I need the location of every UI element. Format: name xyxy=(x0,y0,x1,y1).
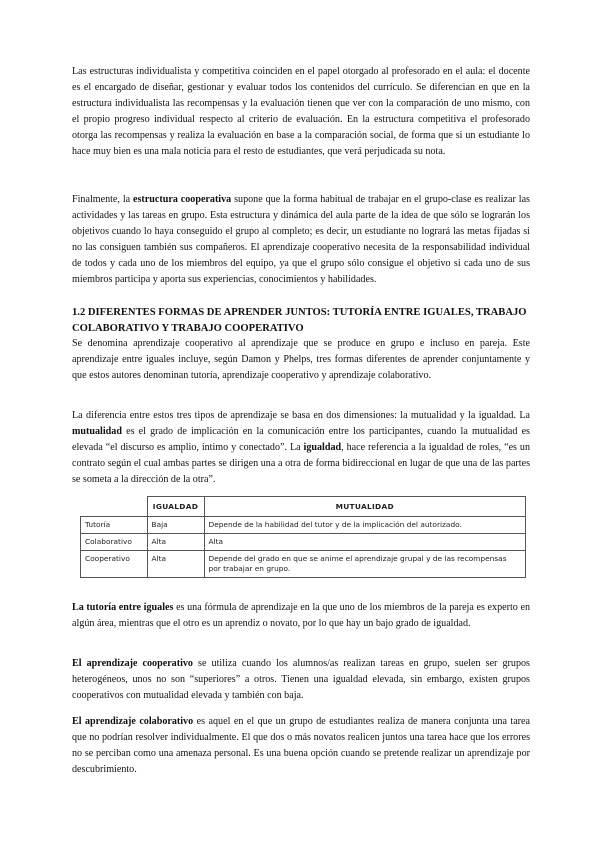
table-cell-type: Cooperativo xyxy=(81,551,148,578)
table-row xyxy=(81,517,526,534)
table-row xyxy=(81,551,526,578)
table-cell-type: Tutoría xyxy=(81,517,148,534)
text-run: supone que la forma habitual de trabajar en el grupo-clase es realizar las actividades y las tareas en grupo. Esta estructura y dinámica del aula parte de la idea de que sólo se lograrán los objetivos cuando lo haya conseguido el grupo al completo; es decir, un estudiante no logrará las metas fijadas si no las consiguen también sus compañeros. El aprendizaje cooperativo necesita de la responsabilidad individual de todos y cada uno de los miembros del equipo, ya que el grupo sólo consigue el objetivo si cada uno de sus miembros participa y aporta sus experiencias, conocimientos y habilidades. xyxy=(72,194,530,286)
text-run: es aquel en el que un grupo de estudiantes realiza de manera conjunta una tarea que no podrían resolver individualmente. El que dos o más novatos realicen juntos una tarea hace que los errores no se perciban como una amenaza personal. Es una buena opción cuando se pretende realizar un aprendizaje por descubrimiento. xyxy=(72,716,531,776)
comparison-table xyxy=(80,496,526,578)
bold-term: El aprendizaje cooperativo xyxy=(72,658,193,669)
bold-term: igualdad xyxy=(303,442,342,454)
table-cell-igualdad: Alta xyxy=(147,534,204,551)
table-cell-igualdad: Baja xyxy=(147,517,204,534)
table-cell-igualdad: Alta xyxy=(147,551,204,578)
text-run: , hace referencia a la igualdad de roles, “es un contrato según el cual ambas partes se dirigen una a otra de forma bidireccional en lugar de que una de las partes se someta a la dirección de la otra”. xyxy=(72,442,531,486)
paragraph-peer-tutoring xyxy=(72,600,530,632)
paragraph-structures: Las estructuras individualista y competitiva coinciden en el papel otorgado al profesorado en el aula: el docente es el encargado de diseñar, gestionar y evaluar todos los contenidos del currículo. Se diferencian en que en la estructura individualista las recompensas y la evaluación tienen que ver con la comparación de uno mismo, con el propio progreso individual respecto al criterio de evaluación. En la estructura competitiva el profesorado otorga las recompensas y realiza la evaluación en base a la comparación social, de forma que si un estudiante lo hace muy bien es una mala noticia para el resto de estudiantes, que verá perjudicada su nota. xyxy=(72,66,530,158)
paragraph-dimensions xyxy=(72,408,530,488)
table-cell-mutualidad: Depende de la habilidad del tutor y de la implicación del autorizado. xyxy=(204,517,526,534)
table-header-mutualidad: MUTUALIDAD xyxy=(204,497,526,517)
bold-term: mutualidad xyxy=(72,426,122,438)
section-heading: 1.2 DIFERENTES FORMAS DE APRENDER JUNTOS: TUTORÍA ENTRE IGUALES, TRABAJO COLABORATIVO Y TRABAJO COOPERATIVO xyxy=(72,307,527,334)
text-run: es el grado de implicación en la comunicación entre los participantes, cuando la mutualidad es elevada “el discurso es amplio, íntimo y conectado”. La xyxy=(72,426,530,454)
table-cell-mutualidad: Depende del grado en que se anime el aprendizaje grupal y de las recompensas por trabajar en grupo. xyxy=(204,551,526,578)
text-run: Finalmente, la xyxy=(72,194,134,205)
paragraph-cooperative-learning xyxy=(72,656,530,704)
table-row xyxy=(81,534,526,551)
bold-term: El aprendizaje colaborativo xyxy=(72,716,194,727)
text-run: es una fórmula de aprendizaje en la que uno de los miembros de la pareja es experto en algún área, mientras que el otro es un aprendiz o novato, por lo que hay un bajo grado de igualdad. xyxy=(72,602,531,630)
table-cell-mutualidad: Alta xyxy=(204,534,526,551)
table-header-igualdad: IGUALDAD xyxy=(147,497,204,517)
bold-term: estructura cooperativa xyxy=(133,194,232,205)
text-run: se utiliza cuando los alumnos/as realizan tareas en grupo, suelen ser grupos heterogéneos, unos no son “superiores” a otros. Tienen una igualdad elevada, sin embargo, existen grupos cooperativos con mutualidad elevada y también con baja. xyxy=(72,658,530,702)
paragraph-cooperative-structure xyxy=(72,192,530,289)
paragraph-definition: Se denomina aprendizaje cooperativo al aprendizaje que se produce en grupo e incluso en pareja. Este aprendizaje entre iguales incluye, según Damon y Phelps, tres formas diferentes de aprender conjuntamente y que estos autores denominan tutoría, aprendizaje cooperativo y aprendizaje colaborativo. xyxy=(72,338,530,382)
table-corner-cell xyxy=(81,497,148,517)
text-run: La diferencia entre estos tres tipos de aprendizaje se basa en dos dimensiones: la mutualidad y la igualdad. La xyxy=(72,410,530,421)
table-header-row xyxy=(81,497,526,517)
paragraph-collaborative-learning xyxy=(72,714,530,778)
bold-term: La tutoría entre iguales xyxy=(72,602,174,613)
table-cell-type: Colaborativo xyxy=(81,534,148,551)
